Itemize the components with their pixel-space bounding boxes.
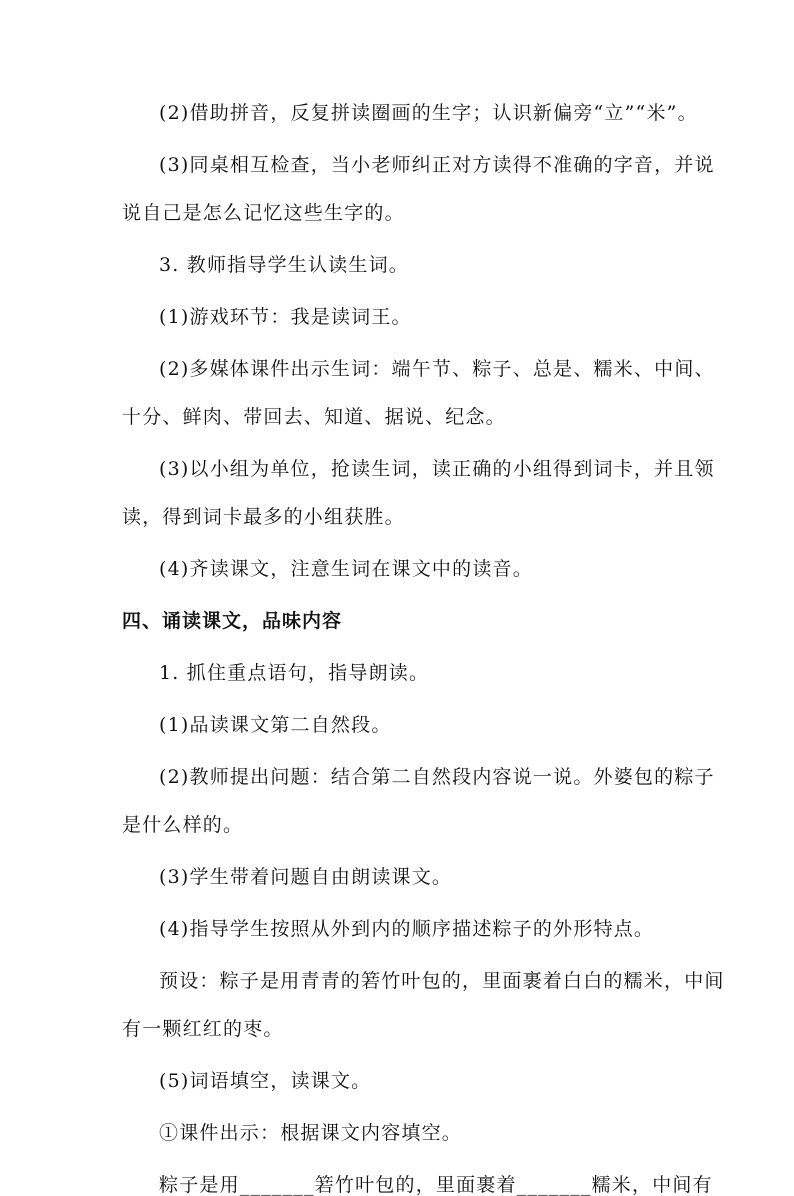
text-line-free-reading: (3)学生带着问题自由朗读课文。 — [159, 866, 453, 888]
text-line-preset: 预设：粽子是用青青的箬竹叶包的，里面裹着白白的糯米，中间 — [159, 970, 725, 992]
text-line-group-reading-cont: 读，得到词卡最多的小组获胜。 — [122, 506, 405, 528]
text-line-fill-blank: (5)词语填空，读课文。 — [159, 1070, 372, 1092]
text-line-courseware: ①课件出示：根据课文内容填空。 — [159, 1122, 463, 1144]
text-line-question: (2)教师提出问题：结合第二自然段内容说一说。外婆包的粽子 — [159, 766, 715, 788]
section-heading: 四、诵读课文，品味内容 — [122, 610, 343, 632]
text-line-read-together: (4)齐读课文，注意生词在课文中的读音。 — [159, 558, 533, 580]
text-line-step-3: (3)同桌相互检查，当小老师纠正对方读得不准确的字音，并说 — [159, 154, 715, 176]
text-line-describe: (4)指导学生按照从外到内的顺序描述粽子的外形特点。 — [159, 918, 655, 940]
text-line-multimedia: (2)多媒体课件出示生词：端午节、粽子、总是、糯米、中间、 — [159, 358, 715, 380]
text-line-key-sentences: 1. 抓住重点语句，指导朗读。 — [159, 662, 430, 684]
text-line-step-3-cont: 说自己是怎么记忆这些生字的。 — [122, 202, 405, 224]
text-line-paragraph-2: (1)品读课文第二自然段。 — [159, 714, 392, 736]
text-line-fill-sentence: 粽子是用_______箬竹叶包的，里面裹着_______糯米，中间有 — [159, 1174, 713, 1196]
text-line-game: (1)游戏环节：我是读词王。 — [159, 306, 412, 328]
text-line-preset-cont: 有一颗红红的枣。 — [122, 1018, 284, 1040]
text-line-multimedia-cont: 十分、鲜肉、带回去、知道、据说、纪念。 — [122, 406, 506, 428]
text-line-group-reading: (3)以小组为单位，抢读生词，读正确的小组得到词卡，并且领 — [159, 458, 715, 480]
text-line-question-cont: 是什么样的。 — [122, 814, 244, 836]
text-line-step-2: (2)借助拼音，反复拼读圈画的生字；认识新偏旁“立”“米”。 — [159, 102, 698, 124]
text-line-section-3: 3. 教师指导学生认读生词。 — [159, 254, 409, 276]
